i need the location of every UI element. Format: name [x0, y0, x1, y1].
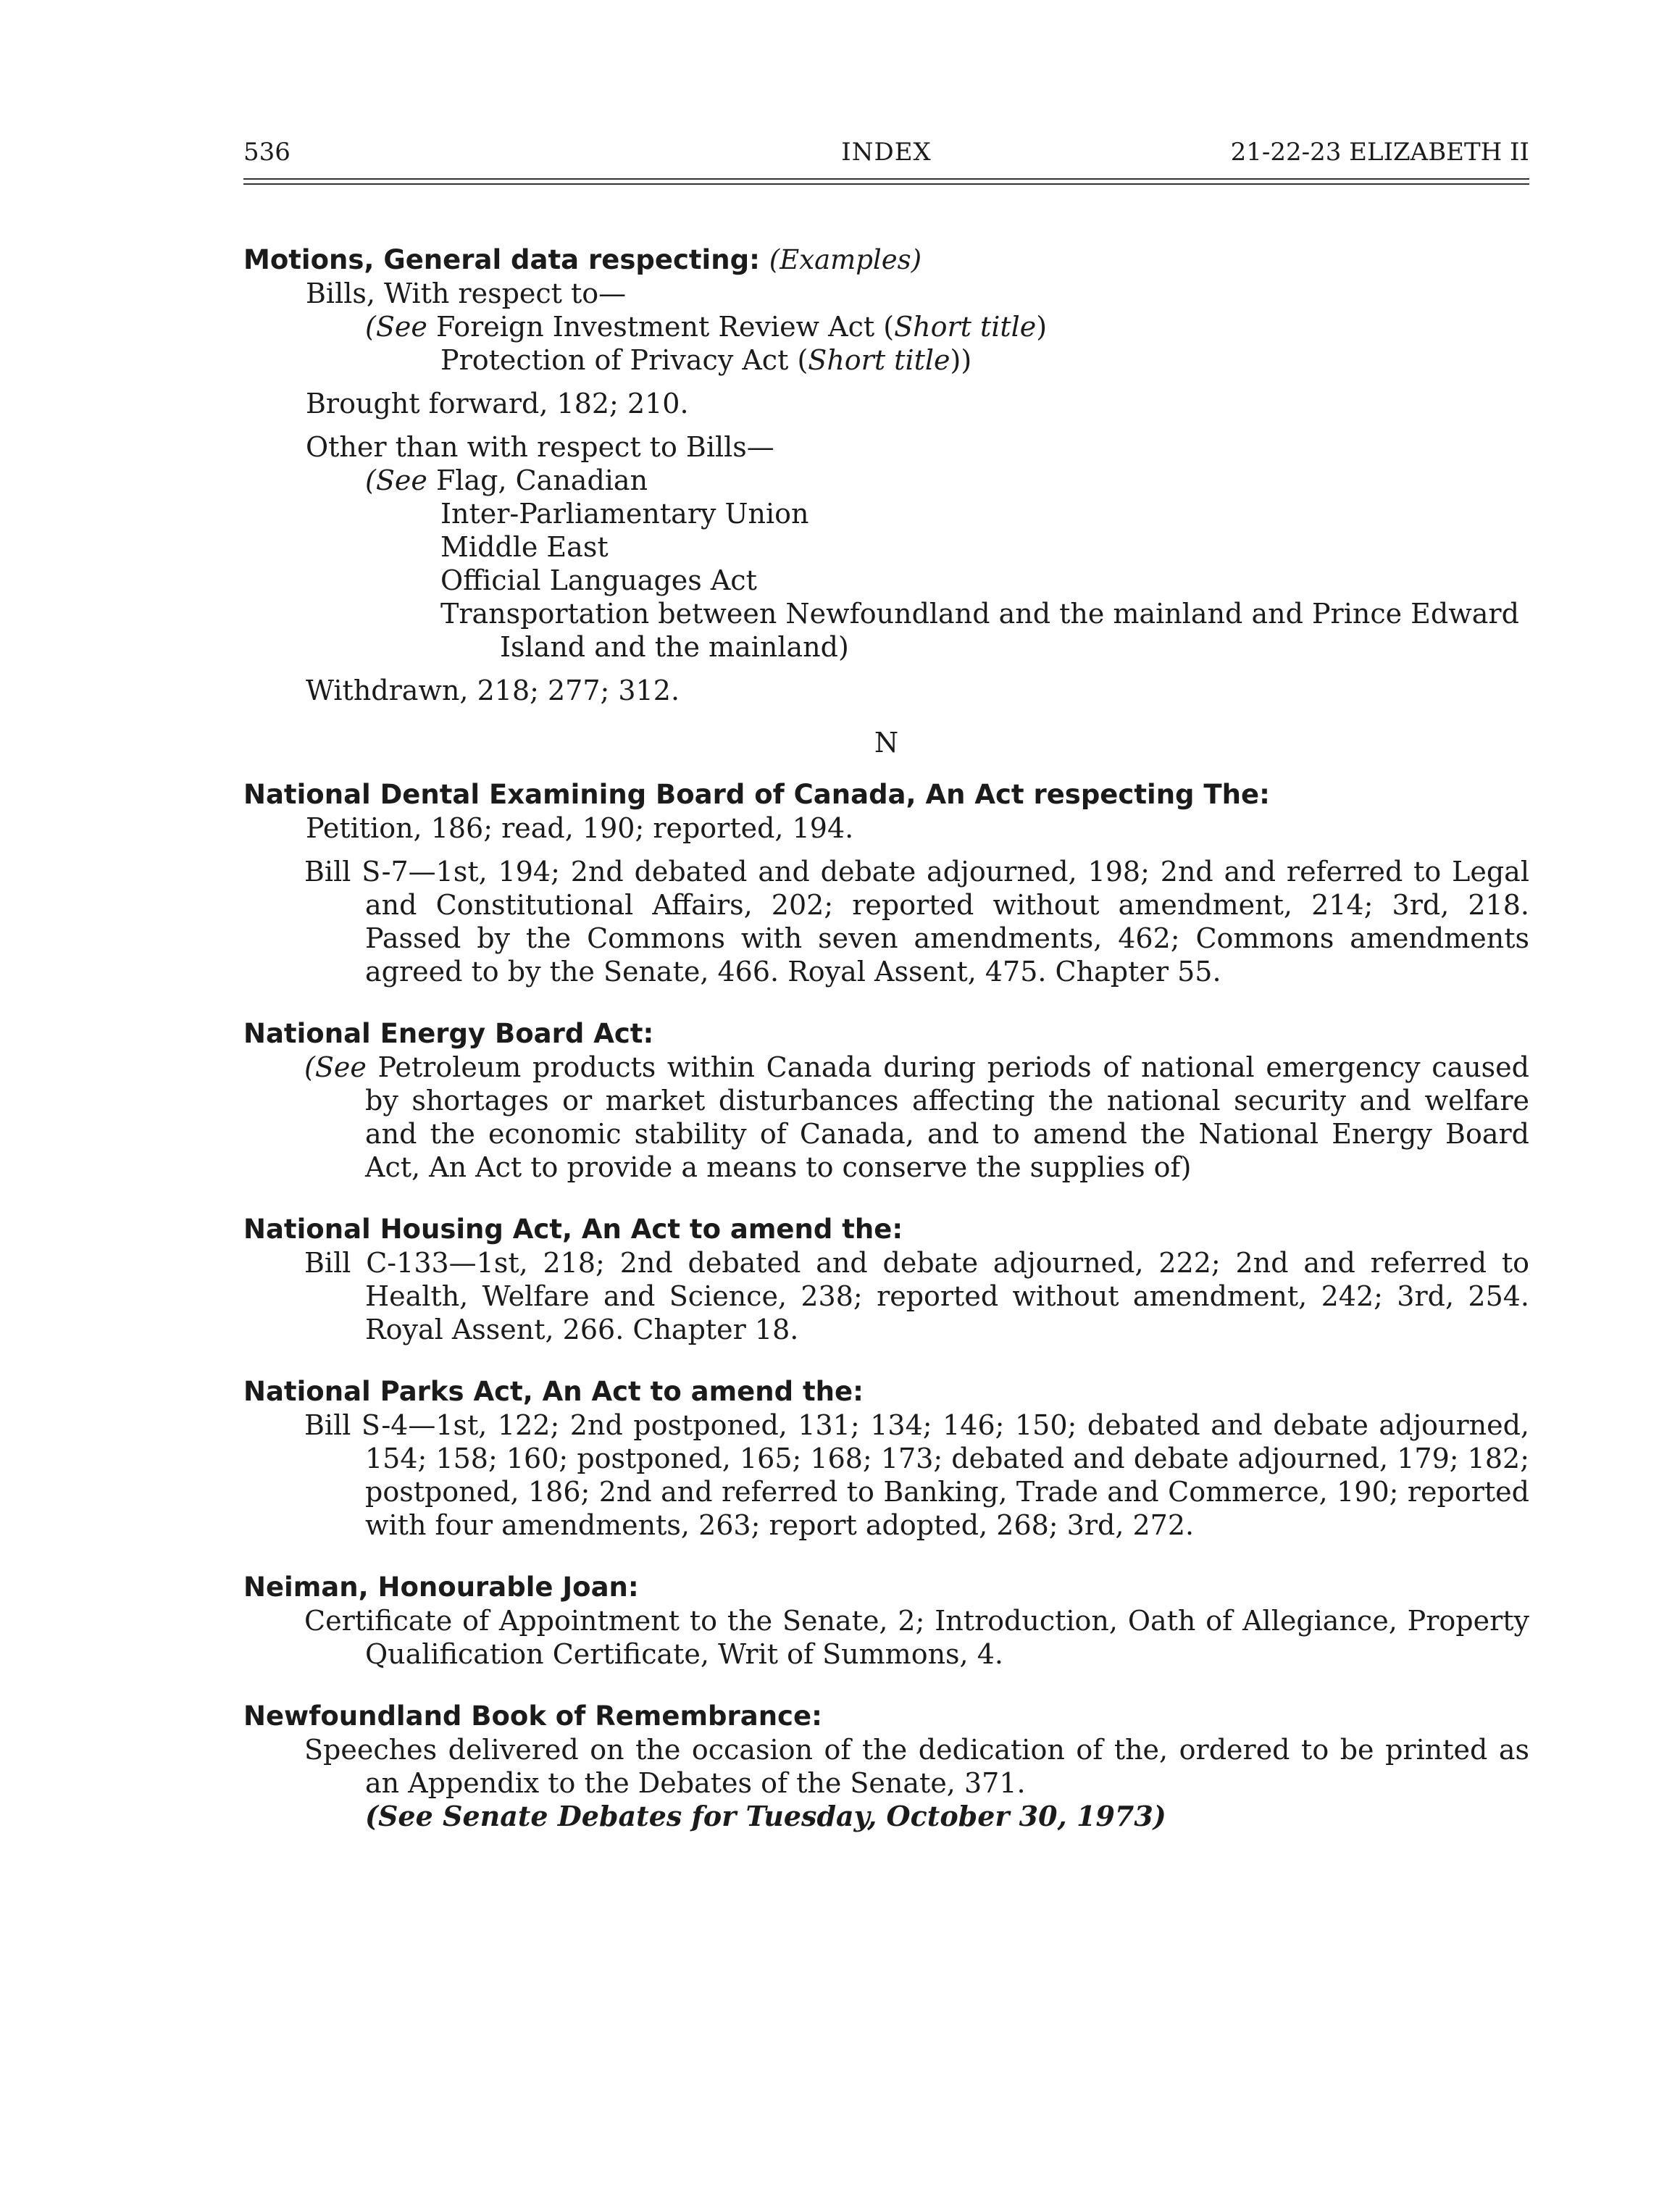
index-body [243, 243, 1529, 1833]
see-reference: (See Flag, Canadian [365, 464, 648, 496]
see-reference: (See Petroleum products within Canada during periods of national emergency caused by shortages or market disturbances affecting the national security and welfare and the economic stability of Canada, and to amend the National Energy Board Act, An Act to provide a means to conserve the supplies of) [304, 1051, 1529, 1183]
subentry-bill: Bill S-4—1st, 122; 2nd postponed, 131; 134; 146; 150; debated and debate adjourned, 154; 158; 160; postponed, 165; 168; 173; debated and debate adjourned, 179; 182; postponed, 186; 2nd and referred to Banking, Trade and Commerce, 190; reported with four amendments, 263; report adopted, 268; 3rd, 272. [304, 1409, 1529, 1541]
subentry-text: Certificate of Appointment to the Senate, 2; Introduction, Oath of Allegiance, Property Qualification Certificate, Writ of Summons, 4. [304, 1605, 1529, 1670]
page-number: 536 [243, 138, 291, 167]
entry-heading-dental: National Dental Examining Board of Canada, An Act respecting The: [243, 779, 1270, 810]
subentry-bill: Bill C-133—1st, 218; 2nd debated and debate adjourned, 222; 2nd and referred to Health, Welfare and Science, 238; reported without amendment, 242; 3rd, 254. Royal Assent, 266. Chapter 18. [304, 1247, 1529, 1345]
see-reference: Protection of Privacy Act (Short title)) [440, 344, 972, 376]
subentry-withdrawn: Withdrawn, 218; 277; 312. [306, 675, 680, 706]
page-title: INDEX [841, 138, 932, 167]
entry-heading-parks: National Parks Act, An Act to amend the: [243, 1376, 864, 1407]
subentry-bills: Bills, With respect to— [306, 277, 627, 309]
entry-heading-remembrance: Newfoundland Book of Remembrance: [243, 1700, 822, 1732]
see-reference: Official Languages Act [440, 564, 757, 596]
see-reference: (See Senate Debates for Tuesday, October 30, 1973) [365, 1800, 1166, 1832]
see-reference: Transportation between Newfoundland and the mainland and Prince Edward Island and the mainland) [440, 598, 1519, 663]
see-reference: Middle East [440, 531, 609, 563]
entry-heading-neiman: Neiman, Honourable Joan: [243, 1572, 639, 1603]
running-head: 21-22-23 ELIZABETH II [1230, 138, 1529, 167]
entry-heading-motions: Motions, General data respecting: (Examples) [243, 244, 922, 275]
see-reference: (See Foreign Investment Review Act (Short title) [365, 311, 1048, 343]
index-page [243, 138, 1529, 1832]
section-letter: N [874, 727, 899, 759]
page-header [243, 138, 1529, 181]
subentry-text: Speeches delivered on the occasion of the dedication of the, ordered to be printed as an Appendix to the Debates of the Senate, 371. [304, 1734, 1529, 1799]
see-reference: Inter-Parliamentary Union [440, 498, 809, 530]
entry-heading-housing: National Housing Act, An Act to amend the: [243, 1214, 903, 1245]
entry-heading-energy: National Energy Board Act: [243, 1018, 654, 1049]
subentry-bill: Bill S-7—1st, 194; 2nd debated and debate adjourned, 198; 2nd and referred to Legal and Constitutional Affairs, 202; reported without amendment, 214; 3rd, 218. Passed by the Commons with seven amendments, 462; Commons amendments agreed to by the Senate, 466. Royal Assent, 475. Chapter 55. [304, 856, 1529, 988]
header-rule-bottom [243, 183, 1529, 185]
header-rule-top [243, 178, 1529, 180]
subentry-other: Other than with respect to Bills— [306, 431, 774, 463]
subentry-brought-forward: Brought forward, 182; 210. [306, 388, 689, 420]
subentry-petition: Petition, 186; read, 190; reported, 194. [306, 812, 854, 844]
